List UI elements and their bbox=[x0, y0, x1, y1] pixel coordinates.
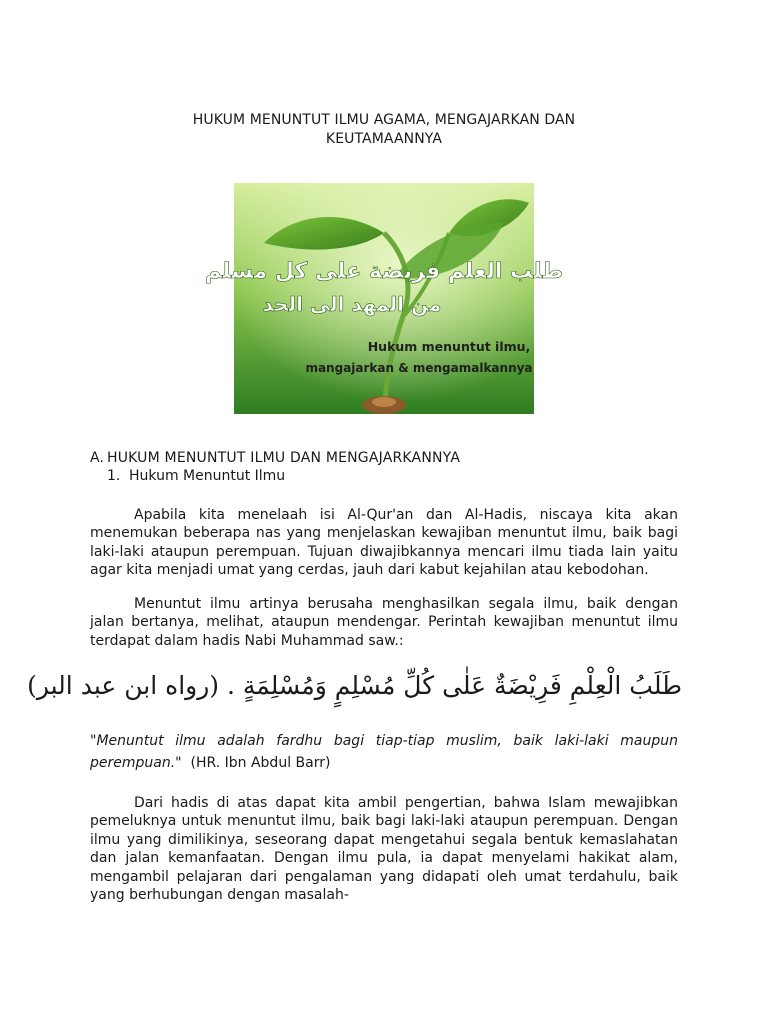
subsection-1-title: Hukum Menuntut Ilmu bbox=[129, 468, 286, 484]
hero-caption-line-1: Hukum menuntut ilmu, bbox=[367, 339, 531, 354]
hero-image bbox=[204, 183, 564, 414]
hadith-translation: "Menuntut ilmu adalah fardhu bagi tiap-tiap muslim, baik laki-laki maupun perempuan." bbox=[90, 733, 678, 771]
hadith-arabic: طَلَبُ الْعِلْمِ فَرِيْضَةٌ عَلٰى كُلِّ مُسْلِمٍ وَمُسْلِمَةٍ . (رواه ابن عبد البر) bbox=[27, 671, 682, 700]
section-a-title: HUKUM MENUNTUT ILMU DAN MENGAJARKANNYA bbox=[107, 450, 461, 466]
hero-arabic-line-2: من المهد الى الحد bbox=[262, 292, 442, 316]
title-line-1: HUKUM MENUNTUT ILMU AGAMA, MENGAJARKAN DAN bbox=[192, 112, 576, 128]
page-title bbox=[90, 111, 678, 149]
paragraph-2: Menuntut ilmu artinya berusaha menghasilkan segala ilmu, baik dengan jalan bertanya, melihat, ataupun mendengar. Perintah kewajiban menuntut ilmu terdapat dalam hadis Nabi Muhammad saw.: bbox=[90, 596, 678, 649]
section-a-number: A. bbox=[90, 450, 105, 466]
title-line-2: KEUTAMAANNYA bbox=[325, 131, 443, 147]
paragraph-3: Dari hadis di atas dapat kita ambil pengertian, bahwa Islam mewajibkan pemeluknya untuk menuntut ilmu, baik bagi laki-laki ataupun perempuan. Dengan ilmu yang dimilikinya, seseorang dapat mengetahui segala bentuk kemaslahatan dan jalan kemanfaatan. Dengan ilmu pula, ia dapat menyelami hakikat alam, mengambil pelajaran dari pengalaman yang didapati oleh umat terdahulu, baik yang berhubungan dengan masalah- bbox=[90, 795, 678, 904]
hadith-source: (HR. Ibn Abdul Barr) bbox=[190, 755, 331, 771]
paragraph-1: Apabila kita menelaah isi Al-Qur'an dan Al-Hadis, niscaya kita akan menemukan beberapa nas yang menjelaskan kewajiban menuntut ilmu, baik bagi laki-laki ataupun perempuan. Tujuan diwajibkannya mencari ilmu tiada lain yaitu agar kita menjadi umat yang cerdas, jauh dari kabut kejahilan atau kebodohan. bbox=[90, 507, 678, 579]
subsection-1-heading bbox=[107, 468, 285, 484]
section-a-heading bbox=[90, 450, 460, 466]
subsection-1-number: 1. bbox=[107, 468, 121, 484]
hero-caption-line-2: mangajarkan & mengamalkannya bbox=[305, 361, 533, 375]
hadith-translation-block bbox=[90, 730, 678, 774]
hero-arabic-line-1: طلب العلم فريضة على كل مسلم bbox=[204, 259, 564, 284]
